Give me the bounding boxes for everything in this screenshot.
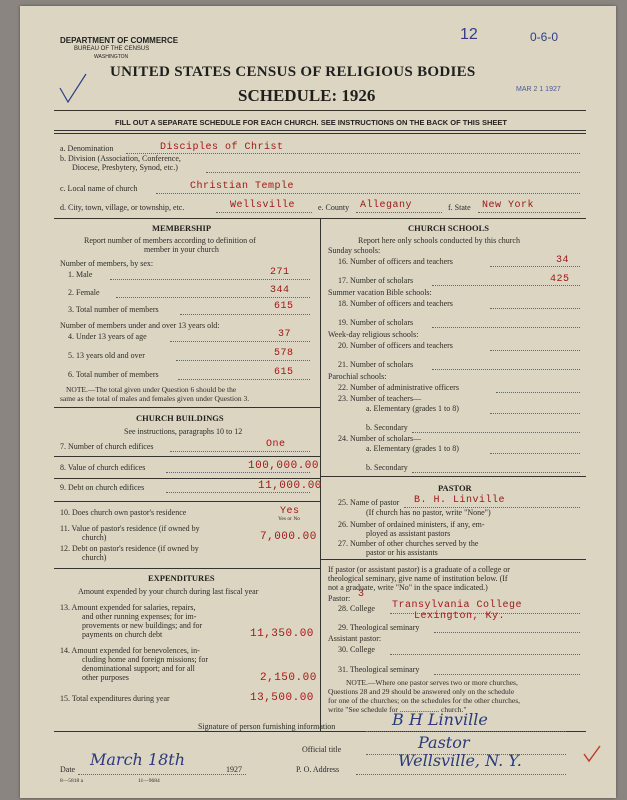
official-title-value: Pastor [418, 733, 470, 752]
q14-label-2: cluding home and foreign missions; for [82, 655, 208, 664]
code-mark: 0-6-0 [530, 30, 559, 44]
q28-value-2: Lexington, Ky. [414, 611, 506, 622]
graduate-note-2: theological seminary, give name of institution below. (If [328, 574, 508, 583]
membership-intro-1: Report number of members according to definition of [84, 236, 256, 245]
q12-label-2: church) [82, 553, 107, 562]
page-subtitle: SCHEDULE: 1926 [238, 86, 376, 105]
q28-value-1: Transylvania College [392, 600, 523, 611]
q25-value: B. H. Linville [414, 495, 506, 506]
q10-value: Yes [280, 506, 300, 517]
q29-label: 29. Theological seminary [338, 623, 420, 632]
red-check-icon [582, 744, 602, 764]
division-label-1: b. Division (Association, Conference, [60, 154, 181, 163]
q10-label: 10. Does church own pastor's residence [60, 508, 187, 517]
expenditures-heading: EXPENDITURES [148, 573, 215, 583]
county-label: e. County [318, 203, 350, 212]
schools-intro: Report here only schools conducted by this church [358, 236, 520, 245]
pastor-heading: PASTOR [438, 483, 472, 493]
q13-label-2: and other running expenses; for im- [82, 612, 197, 621]
buildings-see-instructions: See instructions, paragraphs 10 to 12 [124, 427, 243, 436]
bureau-label: BUREAU OF THE CENSUS [74, 46, 150, 52]
q14-label-4: other purposes [82, 673, 129, 682]
q21-label: 21. Number of scholars [338, 360, 414, 369]
q11-value: 7,000.00 [260, 531, 317, 543]
q2-value: 344 [270, 285, 290, 296]
q5-value: 578 [274, 348, 294, 359]
parochial-schools-label: Parochial schools: [328, 372, 387, 381]
q13-value: 11,350.00 [250, 628, 314, 640]
graduate-note-3: not a graduate, write "No" in the space indicated.) [328, 583, 488, 592]
q3-value: 615 [274, 301, 294, 312]
q25-note: (If church has no pastor, write "None") [366, 508, 491, 517]
q31-label: 31. Theological seminary [338, 665, 420, 674]
county-value: Allegany [360, 200, 413, 211]
q27-label-1: 27. Number of other churches served by the [338, 539, 479, 548]
denomination-value: Disciples of Christ [160, 142, 284, 153]
q4-label: 4. Under 13 years of age [68, 332, 147, 341]
q14-label-3: denominational support; and for all [82, 664, 195, 673]
q19-label: 19. Number of scholars [338, 318, 414, 327]
q6-value: 615 [274, 367, 294, 378]
membership-heading: MEMBERSHIP [152, 223, 212, 233]
q24-label: 24. Number of scholars— [338, 434, 422, 443]
denomination-label: a. Denomination [60, 144, 114, 153]
state-label: f. State [448, 203, 471, 212]
signature-label: Signature of person furnishing information [198, 722, 336, 731]
q1-label: 1. Male [68, 270, 93, 279]
form-number: 8—5818 a [60, 778, 84, 784]
q25-label: 25. Name of pastor [338, 498, 400, 507]
po-address-value: Wellsville, N. Y. [398, 751, 522, 770]
po-address-label: P. O. Address [296, 765, 340, 774]
q17-value: 425 [550, 274, 570, 285]
membership-intro-2: member in your church [144, 245, 219, 254]
q15-value: 13,500.00 [250, 692, 314, 704]
q11-label-2: church) [82, 533, 107, 542]
members-by-sex-label: Number of members, by sex: [60, 259, 154, 268]
membership-note-2: same as the total of males and females given under Question 3. [60, 394, 250, 403]
church-name-label: c. Local name of church [60, 184, 138, 193]
q30-label: 30. College [338, 645, 375, 654]
q7-value: One [266, 439, 286, 450]
q7-label: 7. Number of church edifices [60, 442, 154, 451]
pastor-mark: 3 [358, 589, 365, 600]
summer-schools-label: Summer vacation Bible schools: [328, 288, 432, 297]
print-number: 11—9684 [138, 778, 160, 784]
pastor-note-4: write "See schedule for ..................... church." [328, 705, 467, 714]
assistant-pastor-label: Assistant pastor: [328, 634, 382, 643]
q17-label: 17. Number of scholars [338, 276, 414, 285]
age-breakdown-label: Number of members under and over 13 years old: [60, 321, 220, 330]
q24b-label: b. Secondary [366, 463, 408, 472]
date-label: Date [60, 765, 76, 774]
q12-label-1: 12. Debt on pastor's residence (if owned by [60, 544, 199, 553]
q13-label-4: payments on church debt [82, 630, 163, 639]
q23b-label: b. Secondary [366, 423, 408, 432]
q13-label-1: 13. Amount expended for salaries, repairs, [60, 603, 196, 612]
sunday-schools-label: Sunday schools: [328, 246, 381, 255]
instruction-line: FILL OUT A SEPARATE SCHEDULE FOR EACH CHURCH. SEE INSTRUCTIONS ON THE BACK OF THIS SHEET [115, 118, 507, 127]
city-value: Wellsville [230, 200, 296, 211]
q4-value: 37 [278, 329, 292, 340]
pastor-note-3: for one of the churches; on the schedules for the other churches, [328, 696, 521, 705]
date-year: 1927 [226, 765, 242, 774]
page-title: UNITED STATES CENSUS OF RELIGIOUS BODIES [110, 64, 476, 80]
q26-label-2: ployed as assistant pastors [366, 529, 451, 538]
q16-label: 16. Number of officers and teachers [338, 257, 453, 266]
q1-value: 271 [270, 267, 290, 278]
signature-value: B H Linville [392, 710, 488, 729]
city-label-field: d. City, town, village, or township, etc. [60, 203, 185, 212]
date-value: March 18th [90, 750, 186, 769]
weekday-schools-label: Week-day religious schools: [328, 330, 419, 339]
division-label-2: Diocese, Presbytery, Synod, etc.) [72, 163, 178, 172]
q9-label: 9. Debt on church edifices [60, 483, 145, 492]
state-value: New York [482, 200, 535, 211]
official-title-label: Official title [302, 745, 342, 754]
received-stamp: MAR 2 1 1927 [516, 86, 561, 93]
q8-label: 8. Value of church edifices [60, 463, 146, 472]
q2-label: 2. Female [68, 288, 100, 297]
q6-label: 6. Total number of members [68, 370, 159, 379]
q28-label: 28. College [338, 604, 375, 613]
schools-heading: CHURCH SCHOOLS [408, 223, 489, 233]
q15-label: 15. Total expenditures during year [60, 694, 170, 703]
pastor-sub-label: Pastor: [328, 594, 351, 603]
q8-value: 100,000.00 [248, 460, 320, 472]
q26-label-1: 26. Number of ordained ministers, if any, em- [338, 520, 485, 529]
expenditures-intro: Amount expended by your church during last fiscal year [78, 587, 259, 596]
check-mark-icon [58, 72, 88, 106]
city-label: WASHINGTON [94, 54, 129, 60]
q24a-label: a. Elementary (grades 1 to 8) [366, 444, 459, 453]
file-number: 12 [460, 26, 478, 43]
q20-label: 20. Number of officers and teachers [338, 341, 453, 350]
q9-value: 11,000.00 [258, 480, 322, 492]
q18-label: 18. Number of officers and teachers [338, 299, 453, 308]
q5-label: 5. 13 years old and over [68, 351, 145, 360]
q14-value: 2,150.00 [260, 672, 317, 684]
graduate-note-1: If pastor (or assistant pastor) is a graduate of a college or [328, 565, 510, 574]
pastor-note-1: NOTE.—Where one pastor serves two or more churches, [346, 678, 518, 687]
q23a-label: a. Elementary (grades 1 to 8) [366, 404, 459, 413]
q27-label-2: pastor or his assistants [366, 548, 438, 557]
buildings-heading: CHURCH BUILDINGS [136, 413, 224, 423]
q13-label-3: provements or new buildings; and for [82, 621, 203, 630]
q11-label-1: 11. Value of pastor's residence (if owned by [60, 524, 200, 533]
pastor-note-2: Questions 28 and 29 should be answered only on the schedule [328, 687, 515, 696]
census-schedule-sheet [20, 6, 616, 798]
q22-label: 22. Number of administrative officers [338, 383, 459, 392]
q14-label-1: 14. Amount expended for benevolences, in- [60, 646, 200, 655]
church-name-value: Christian Temple [190, 181, 295, 192]
q16-value: 34 [556, 255, 570, 266]
dept-label: DEPARTMENT OF COMMERCE [60, 36, 179, 45]
membership-note-1: NOTE.—The total given under Question 6 should be the [66, 385, 237, 394]
q23-label: 23. Number of teachers— [338, 394, 422, 403]
yes-no-hint: Yes or No [278, 516, 301, 522]
q3-label: 3. Total number of members [68, 305, 159, 314]
